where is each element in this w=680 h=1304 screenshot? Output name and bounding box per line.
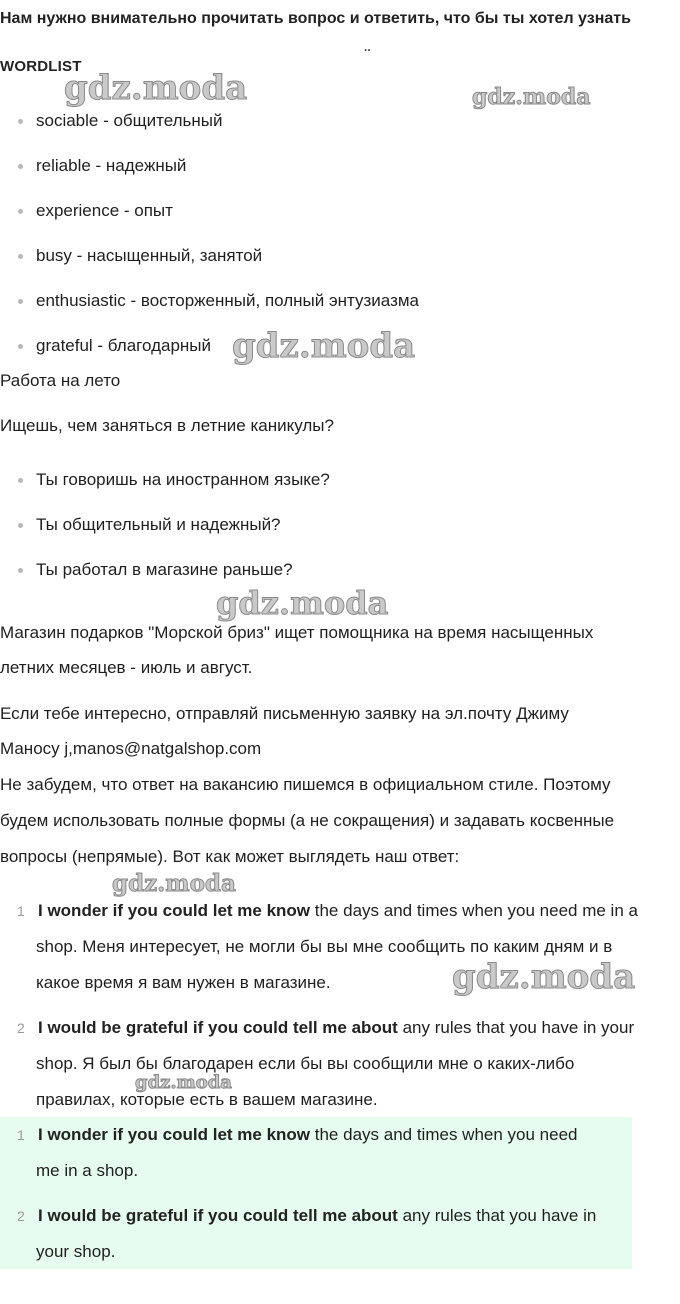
final-answer-line: me in a shop. <box>36 1161 139 1180</box>
title-continuation: .. <box>364 40 371 54</box>
watermark-logo: gdz.moda <box>216 584 389 622</box>
answer-line: shop. Меня интересует, не могли бы вы мне сообщить по каким дням и в <box>36 937 613 956</box>
answer-line: какое время я вам нужен в магазине. <box>36 973 331 992</box>
ad-title: Работа на лето <box>0 371 121 390</box>
wordlist-item: sociable - общительный <box>36 111 223 130</box>
list-number: 1 <box>17 903 25 919</box>
answer-text: any rules that you have in your <box>397 1018 635 1037</box>
ad-bullet: Ты общительный и надежный? <box>36 515 281 534</box>
answer-line <box>38 901 638 921</box>
bullet-icon <box>18 478 23 483</box>
wordlist-heading: WORDLIST <box>0 58 82 75</box>
ad-body-line: летних месяцев - июль и август. <box>0 658 253 677</box>
watermark-logo: gdz.moda <box>112 870 236 897</box>
wordlist-item: busy - насыщенный, занятой <box>36 246 263 265</box>
watermark-logo: gdz.moda <box>452 957 636 997</box>
explanation-line: вопросы (непрямые). Вот как может выглядеть наш ответ: <box>0 847 460 866</box>
answer-phrase: I wonder if you could let me know <box>38 1125 311 1144</box>
list-number: 1 <box>17 1127 25 1143</box>
page-title: Нам нужно внимательно прочитать вопрос и ответить, что бы ты хотел узнать <box>0 10 631 27</box>
watermark-logo: gdz.moda <box>232 326 416 366</box>
answer-text: the days and times when you need <box>310 1125 578 1144</box>
watermark-logo: gdz.moda <box>64 68 248 108</box>
watermark-logo: gdz.moda <box>472 84 591 110</box>
wordlist-item: enthusiastic - восторженный, полный энтузиазма <box>36 291 420 310</box>
bullet-icon <box>18 119 23 124</box>
answer-phrase: I wonder if you could let me know <box>38 901 311 920</box>
bullet-icon <box>18 523 23 528</box>
final-answer-line <box>38 1125 577 1145</box>
bullet-icon <box>18 164 23 169</box>
ad-body-line: Магазин подарков "Морской бриз" ищет помощника на время насыщенных <box>0 623 594 642</box>
answer-line: правилах, которые есть в вашем магазине. <box>36 1090 378 1109</box>
answer-phrase: I would be grateful if you could tell me about <box>38 1206 398 1225</box>
final-answer-line <box>38 1206 596 1226</box>
wordlist-item: experience - опыт <box>36 201 173 220</box>
bullet-icon <box>18 299 23 304</box>
list-number: 2 <box>17 1020 25 1036</box>
ad-body-line: Маносу j,manos@natgalshop.com <box>0 739 262 758</box>
bullet-icon <box>18 209 23 214</box>
wordlist-item: reliable - надежный <box>36 156 187 175</box>
explanation-line: будем использовать полные формы (а не сокращения) и задавать косвенные <box>0 811 615 830</box>
watermark-logo: gdz.moda <box>135 1072 232 1093</box>
ad-body-line: Если тебе интересно, отправляй письменную заявку на эл.почту Джиму <box>0 704 569 723</box>
answer-phrase: I would be grateful if you could tell me about <box>38 1018 398 1037</box>
answer-text: the days and times when you need me in a <box>310 901 638 920</box>
ad-question: Ищешь, чем заняться в летние каникулы? <box>0 416 334 435</box>
bullet-icon <box>18 344 23 349</box>
final-answer-line: your shop. <box>36 1242 116 1261</box>
bullet-icon <box>18 254 23 259</box>
explanation-line: Не забудем, что ответ на вакансию пишемся в официальном стиле. Поэтому <box>0 775 611 794</box>
bullet-icon <box>18 568 23 573</box>
answer-text: any rules that you have in <box>397 1206 597 1225</box>
answer-line: shop. Я был бы благодарен если бы вы сообщили мне о каких-либо <box>36 1054 575 1073</box>
list-number: 2 <box>17 1208 25 1224</box>
ad-bullet: Ты говоришь на иностранном языке? <box>36 470 330 489</box>
wordlist-item: grateful - благодарный <box>36 336 211 355</box>
ad-bullet: Ты работал в магазине раньше? <box>36 560 293 579</box>
answer-line <box>38 1018 634 1038</box>
